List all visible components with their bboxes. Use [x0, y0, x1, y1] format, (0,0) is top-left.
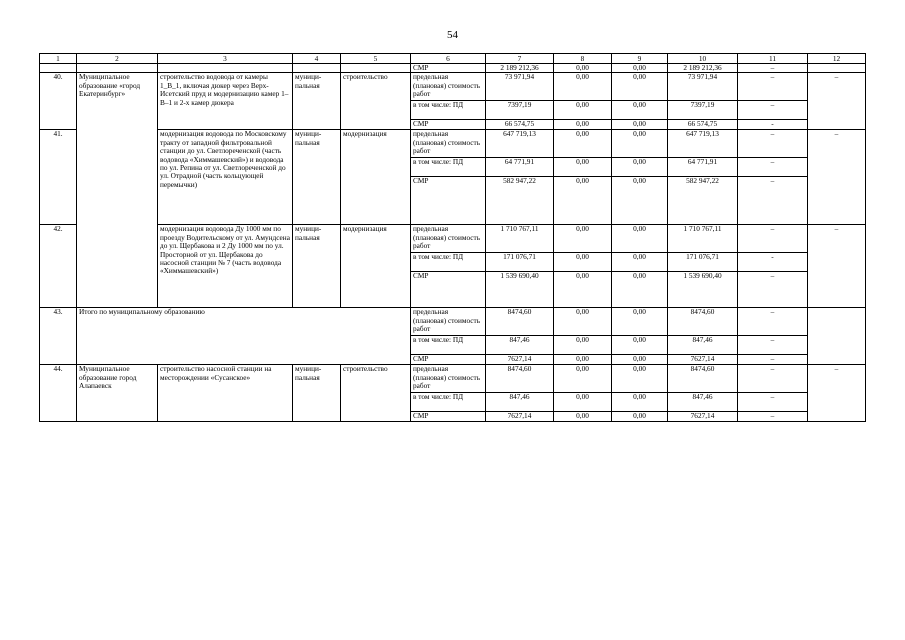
cost-type: предельная (плановая) стоимость работ: [411, 73, 486, 101]
value-cell: 0,00: [612, 253, 668, 272]
value-cell: –: [738, 225, 808, 253]
value-cell: 0,00: [554, 412, 612, 422]
column-header: 7: [486, 54, 554, 64]
value-cell: 0,00: [612, 101, 668, 120]
value-cell: –: [808, 225, 866, 308]
work-type-cell: строительство: [341, 365, 411, 422]
value-cell: 847,46: [486, 336, 554, 355]
value-cell: 8474,60: [668, 308, 738, 336]
cost-type: в том числе: ПД: [411, 253, 486, 272]
cost-type: в том числе: ПД: [411, 158, 486, 177]
total-label: Итого по муниципальному образованию: [77, 308, 411, 365]
value-cell: 0,00: [554, 225, 612, 253]
value-cell: 0,00: [554, 120, 612, 130]
value-cell: 0,00: [612, 272, 668, 308]
cost-type: в том числе: ПД: [411, 393, 486, 412]
value-cell: 647 719,13: [668, 130, 738, 158]
column-header: 2: [77, 54, 158, 64]
row-number: 41.: [40, 130, 77, 225]
value-cell: 0,00: [612, 412, 668, 422]
municipality-cell: Муниципальное образование «город Екатеринбург»: [77, 73, 158, 130]
value-cell: 64 771,91: [668, 158, 738, 177]
table-row: [40, 225, 866, 253]
value-cell: 0,00: [612, 336, 668, 355]
value-cell: 0,00: [612, 355, 668, 365]
work-type-cell: модернизация: [341, 225, 411, 308]
value-cell: 7397,19: [668, 101, 738, 120]
value-cell: 0,00: [554, 64, 612, 73]
value-cell: 7627,14: [668, 355, 738, 365]
value-cell: –: [738, 308, 808, 336]
value-cell: 66 574,75: [486, 120, 554, 130]
value-cell: 0,00: [554, 177, 612, 225]
value-cell: -: [738, 253, 808, 272]
row-number: 43.: [40, 308, 77, 365]
value-cell: –: [738, 101, 808, 120]
cost-type: в том числе: ПД: [411, 336, 486, 355]
value-cell: 0,00: [612, 177, 668, 225]
value-cell: 647 719,13: [486, 130, 554, 158]
work-type-cell: модернизация: [341, 130, 411, 225]
table-row: [40, 64, 866, 73]
work-type-cell: строительство: [341, 73, 411, 130]
value-cell: –: [738, 158, 808, 177]
municipality-cell: Муниципальное образование город Алапаевск: [77, 365, 158, 422]
cost-type: СМР: [411, 355, 486, 365]
cost-type: СМР: [411, 177, 486, 225]
value-cell: –: [808, 365, 866, 422]
cost-type: предельная (плановая) стоимость работ: [411, 365, 486, 393]
value-cell: –: [738, 130, 808, 158]
value-cell: –: [738, 64, 808, 73]
value-cell: 0,00: [612, 73, 668, 101]
value-cell: 0,00: [554, 101, 612, 120]
value-cell: –: [738, 73, 808, 101]
value-cell: 0,00: [554, 130, 612, 158]
value-cell: 847,46: [668, 336, 738, 355]
column-header: 3: [158, 54, 293, 64]
value-cell: 2 189 212,36: [486, 64, 554, 73]
investment-table: [39, 53, 866, 422]
value-cell: 7627,14: [486, 355, 554, 365]
ownership-cell: муници-пальная: [293, 73, 341, 130]
value-cell: 7627,14: [668, 412, 738, 422]
column-header: 1: [40, 54, 77, 64]
value-cell: –: [738, 272, 808, 308]
value-cell: 8474,60: [486, 308, 554, 336]
value-cell: 7397,19: [486, 101, 554, 120]
value-cell: –: [738, 355, 808, 365]
value-cell: 0,00: [554, 253, 612, 272]
column-header: 11: [738, 54, 808, 64]
value-cell: 73 971,94: [668, 73, 738, 101]
value-cell: 0,00: [554, 336, 612, 355]
object-cell: модернизация водовода Ду 1000 мм по проезду Водительскому от ул. Амундсена до ул. Щербакова и 2 Ду 1000 мм по ул. Просторной от ул. Щербакова до насосной станции № 7 (часть водовода «Химмашевский»): [158, 225, 293, 308]
value-cell: 0,00: [554, 393, 612, 412]
value-cell: 7627,14: [486, 412, 554, 422]
value-cell: 847,46: [486, 393, 554, 412]
value-cell: 0,00: [554, 272, 612, 308]
column-header: 8: [554, 54, 612, 64]
ownership-cell: муници-пальная: [293, 365, 341, 422]
value-cell: 0,00: [554, 365, 612, 393]
value-cell: 0,00: [612, 393, 668, 412]
column-header: 4: [293, 54, 341, 64]
cost-type: СМР: [411, 412, 486, 422]
cost-type: СМР: [411, 272, 486, 308]
column-header: 5: [341, 54, 411, 64]
table-row: [40, 308, 866, 336]
value-cell: 0,00: [554, 73, 612, 101]
value-cell: 0,00: [612, 130, 668, 158]
value-cell: 171 076,71: [668, 253, 738, 272]
object-cell: строительство насосной станции на месторождении «Сусанское»: [158, 365, 293, 422]
row-number: 42.: [40, 225, 77, 308]
value-cell: 0,00: [554, 158, 612, 177]
value-cell: 73 971,94: [486, 73, 554, 101]
value-cell: 0,00: [612, 225, 668, 253]
value-cell: 8474,60: [668, 365, 738, 393]
value-cell: 0,00: [612, 158, 668, 177]
value-cell: 847,46: [668, 393, 738, 412]
column-header: 10: [668, 54, 738, 64]
table-header-row: [40, 54, 866, 64]
row-number: 44.: [40, 365, 77, 422]
column-header: 12: [808, 54, 866, 64]
page-number: 54: [447, 29, 458, 41]
cost-type: предельная (плановая) стоимость работ: [411, 130, 486, 158]
value-cell: 0,00: [612, 64, 668, 73]
value-cell: 64 771,91: [486, 158, 554, 177]
value-cell: 0,00: [554, 355, 612, 365]
value-cell: 1 710 767,11: [486, 225, 554, 253]
value-cell: –: [808, 73, 866, 130]
value-cell: 8474,60: [486, 365, 554, 393]
value-cell: 2 189 212,36: [668, 64, 738, 73]
value-cell: 171 076,71: [486, 253, 554, 272]
object-cell: модернизация водовода по Московскому тракту от западной фильтровальной станции до ул. Светлореченской (часть водовода «Химмашевский») и водовода по ул. Репина от ул. Светлореченской до ул. Отрадной (часть кольцующей перемычки): [158, 130, 293, 225]
value-cell: –: [738, 412, 808, 422]
table-row: [40, 365, 866, 393]
value-cell: 582 947,22: [668, 177, 738, 225]
value-cell: 1 539 690,40: [668, 272, 738, 308]
value-cell: 66 574,75: [668, 120, 738, 130]
value-cell: 0,00: [612, 308, 668, 336]
column-header: 9: [612, 54, 668, 64]
value-cell: –: [738, 393, 808, 412]
value-cell: 0,00: [554, 308, 612, 336]
cost-type: предельная (плановая) стоимость работ: [411, 225, 486, 253]
table-row: [40, 73, 866, 101]
value-cell: -: [738, 120, 808, 130]
value-cell: 1 539 690,40: [486, 272, 554, 308]
object-cell: строительство водовода от камеры 1_В_1, включая дюкер через Верх-Исетский пруд и модернизацию камер 1–В–1 и 2-х камер дюкера: [158, 73, 293, 130]
row-number: 40.: [40, 73, 77, 130]
value-cell: 0,00: [612, 120, 668, 130]
column-header: 6: [411, 54, 486, 64]
ownership-cell: муници-пальная: [293, 225, 341, 308]
cost-type: в том числе: ПД: [411, 101, 486, 120]
cost-type: предельная (плановая) стоимость работ: [411, 308, 486, 336]
cost-type: СМР: [411, 120, 486, 130]
value-cell: 1 710 767,11: [668, 225, 738, 253]
value-cell: –: [808, 130, 866, 225]
ownership-cell: муници-пальная: [293, 130, 341, 225]
cost-type: СМР: [411, 64, 486, 73]
value-cell: 0,00: [612, 365, 668, 393]
value-cell: –: [738, 365, 808, 393]
value-cell: –: [738, 336, 808, 355]
table-row: [40, 130, 866, 158]
value-cell: –: [738, 177, 808, 225]
value-cell: 582 947,22: [486, 177, 554, 225]
